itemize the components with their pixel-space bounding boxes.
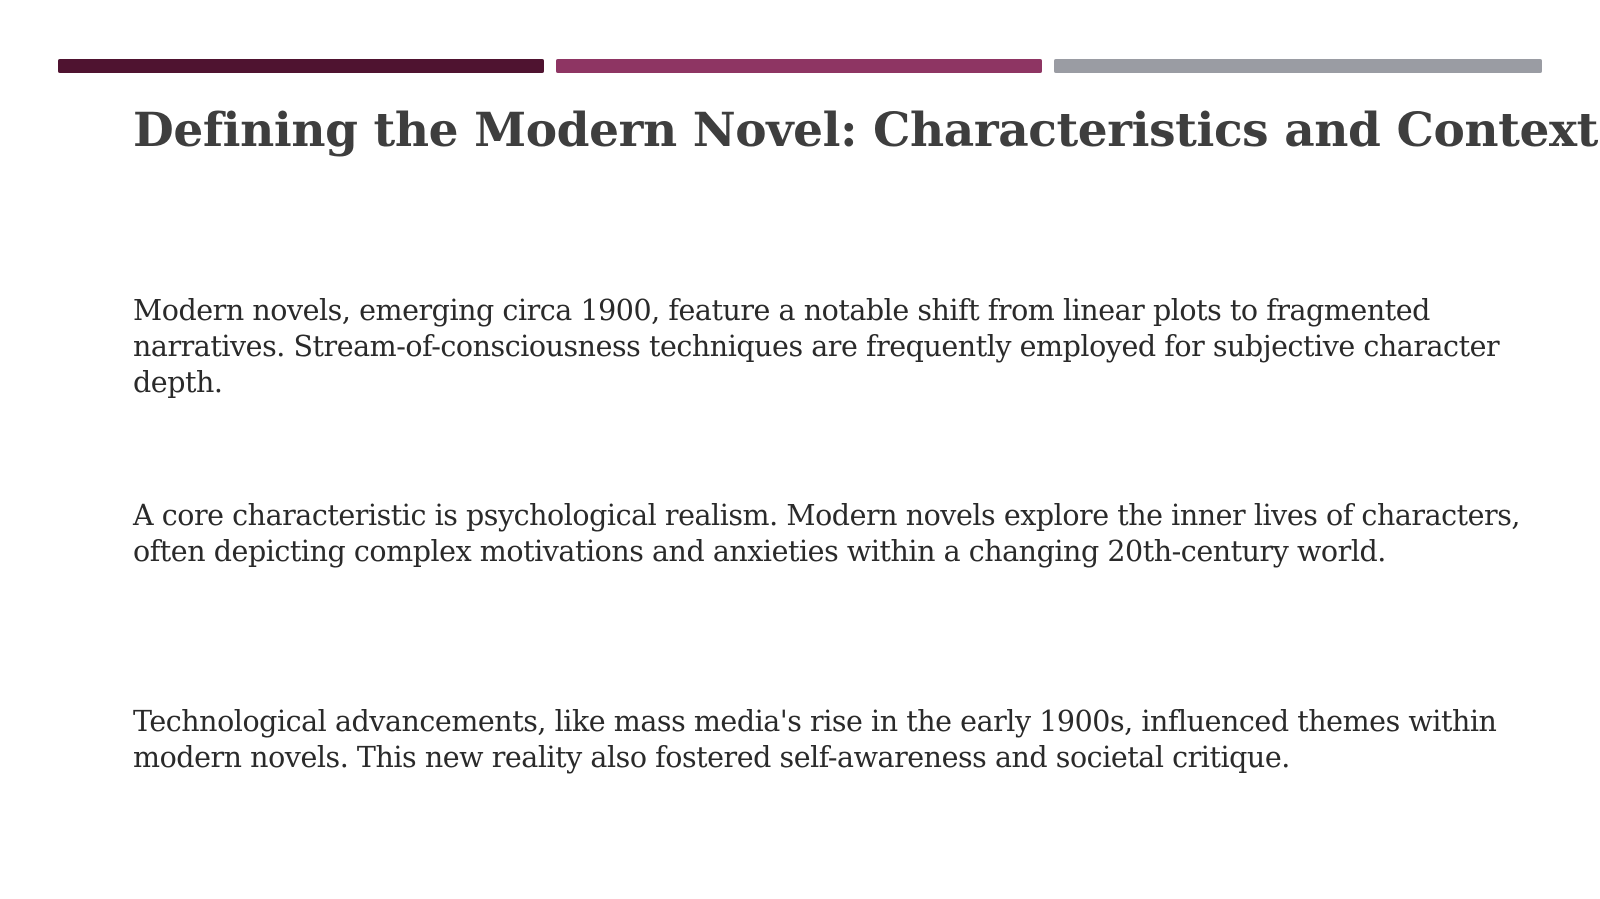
slide-title: Defining the Modern Novel: Characteristics and Context <box>133 103 1598 158</box>
body-paragraph-2: A core characteristic is psychological realism. Modern novels explore the inner lives of characters, often depicting complex motivations and anxieties within a changing 20th-century world. <box>133 499 1520 568</box>
body-paragraph-3: Technological advancements, like mass media's rise in the early 1900s, influenced themes within modern novels. This new reality also fostered self-awareness and societal critique. <box>133 705 1497 774</box>
accent-bar-dark <box>58 59 544 73</box>
accent-bar-gray <box>1054 59 1542 73</box>
body-paragraph-1: Modern novels, emerging circa 1900, feature a notable shift from linear plots to fragmented narratives. Stream-of-consciousness techniques are frequently employed for subjective character depth. <box>133 294 1500 399</box>
accent-bar-magenta <box>556 59 1042 73</box>
